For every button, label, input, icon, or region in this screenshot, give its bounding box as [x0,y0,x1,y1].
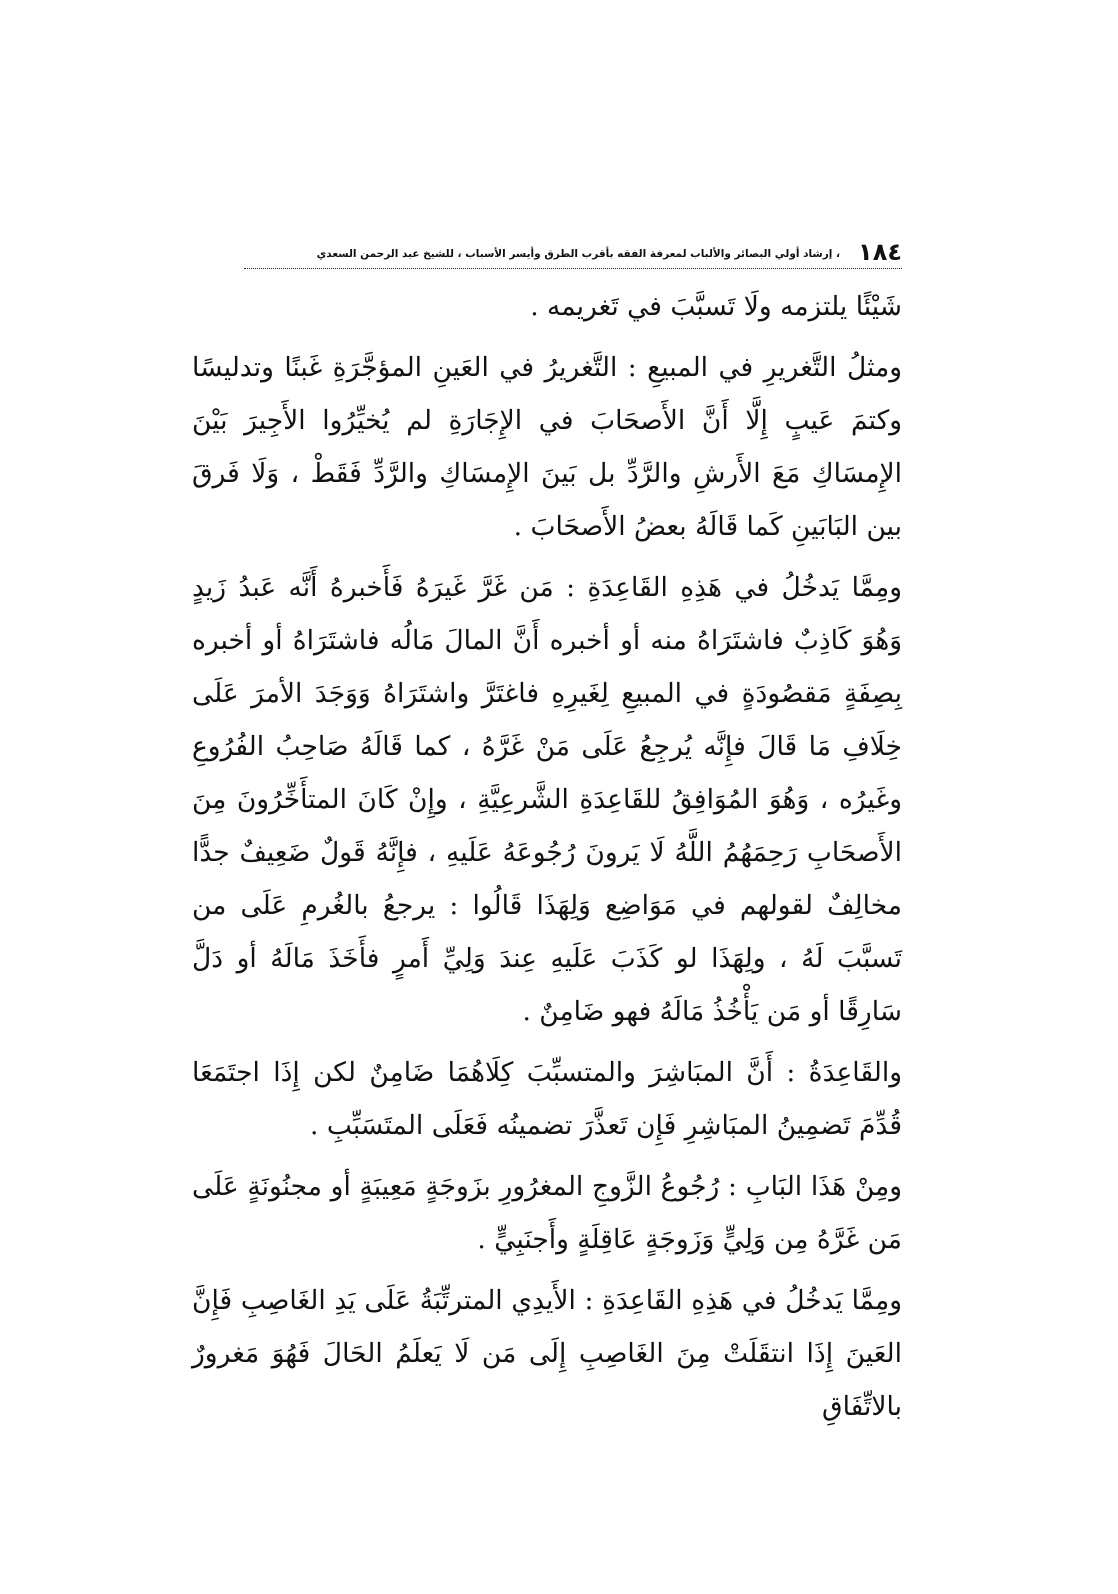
paragraph: ومثلُ التَّغريرِ في المبيعِ : التَّغريرُ في العَينِ المؤجَّرَةِ غَبنًا وتدليسًا وكتمَ عَيبٍ إِلَّا أَنَّ الأَصحَابَ في الإِجَارَةِ لم يُخيِّرُوا الأَجِيرَ بَيْنَ الإِمسَاكِ مَعَ الأَرشِ والرَّدِّ بل بَينَ الإِمسَاكِ والرَّدِّ فَقَطْ ، وَلَا فَرقَ بين البَابَينِ كَما قَالَهُ بعضُ الأَصحَابَ . [192,352,902,542]
page-number: ١٨٤ [858,238,902,266]
book-title: ، إرشاد أولي البصائر والألباب لمعرفة الفقه بأقرب الطرق وأيسر الأسباب ، للشيخ عبد الرحمن السعدي [316,248,841,261]
paragraph: ومِمَّا يَدخُلُ في هَذِهِ القَاعِدَةِ : الأَيدِي المترتِّبَةُ عَلَى يَدِ الغَاصِبِ فَإِنَّ العَينَ إِذَا انتقَلَتْ مِنَ الغَاصِبِ إِلَى مَن لَا يَعلَمُ الحَالَ فَهُوَ مَغرورٌ بالاتِّفَاقِ [192,1285,902,1422]
paragraph: شَيْئًا يلتزمه ولَا تَسبَّبَ في تَغريمه . [530,291,902,322]
header-divider [244,268,902,269]
running-header [244,230,902,264]
paragraph: ومِنْ هَذَا البَابِ : رُجُوعُ الزَّوجِ المغرُورِ بزَوجَةٍ مَعِيبَةٍ أو مجنُونَةٍ عَلَى مَن غَرَّهُ مِن وَلِيٍّ وَزَوجَةٍ عَاقِلَةٍ وأَجنَبِيٍّ . [192,1171,902,1255]
paragraph: والقَاعِدَةُ : أَنَّ المبَاشِرَ والمتسبِّبَ كِلَاهُمَا ضَامِنٌ لكن إِذَا اجتَمَعَا قُدِّمَ تَضمِينُ المبَاشِرِ فَإِن تَعذَّرَ تضمينُه فَعَلَى المتَسَبِّبِ . [192,1057,903,1141]
page-body [192,280,902,1441]
paragraph: ومِمَّا يَدخُلُ في هَذِهِ القَاعِدَةِ : مَن غَرَّ غَيرَهُ فَأَخبرهُ أَنَّه عَبدُ زَيدٍ وَهُوَ كَاذِبٌ فاشتَرَاهُ منه أو أخبره أَنَّ المالَ مَالُه فاشتَرَاهُ أو أخبره بِصِفَةٍ مَقصُودَةٍ في المبيعِ لِغَيرِهِ فاغتَرَّ واشتَرَاهُ وَوَجَدَ الأمرَ عَلَى خِلَافِ مَا قَالَ فإِنَّه يُرجِعُ عَلَى مَنْ غَرَّهُ ، كما قَالَهُ صَاحِبُ الفُرُوعِ وغَيرُه ، وَهُوَ المُوَافِقُ للقَاعِدَةِ الشَّرعِيَّةِ ، وإِنْ كَانَ المتأَخِّرُونَ مِنَ الأَصحَابِ رَحِمَهُمُ اللَّهُ لَا يَرونَ رُجُوعَهُ عَلَيهِ ، فإِنَّهُ قَولٌ ضَعِيفٌ جدًّا مخالِفٌ لقولهم في مَوَاضِع وَلِهَذَا قَالُوا : يرجعُ بالغُرمِ عَلَى من تَسبَّبَ لَهُ ، ولِهَذَا لو كَذَبَ عَلَيهِ عِندَ وَلِيِّ أَمرٍ فأَخَذَ مَالَهُ أو دَلَّ سَارِقًا أو مَن يَأْخُذُ مَالَهُ فهو ضَامِنٌ . [192,572,902,1027]
